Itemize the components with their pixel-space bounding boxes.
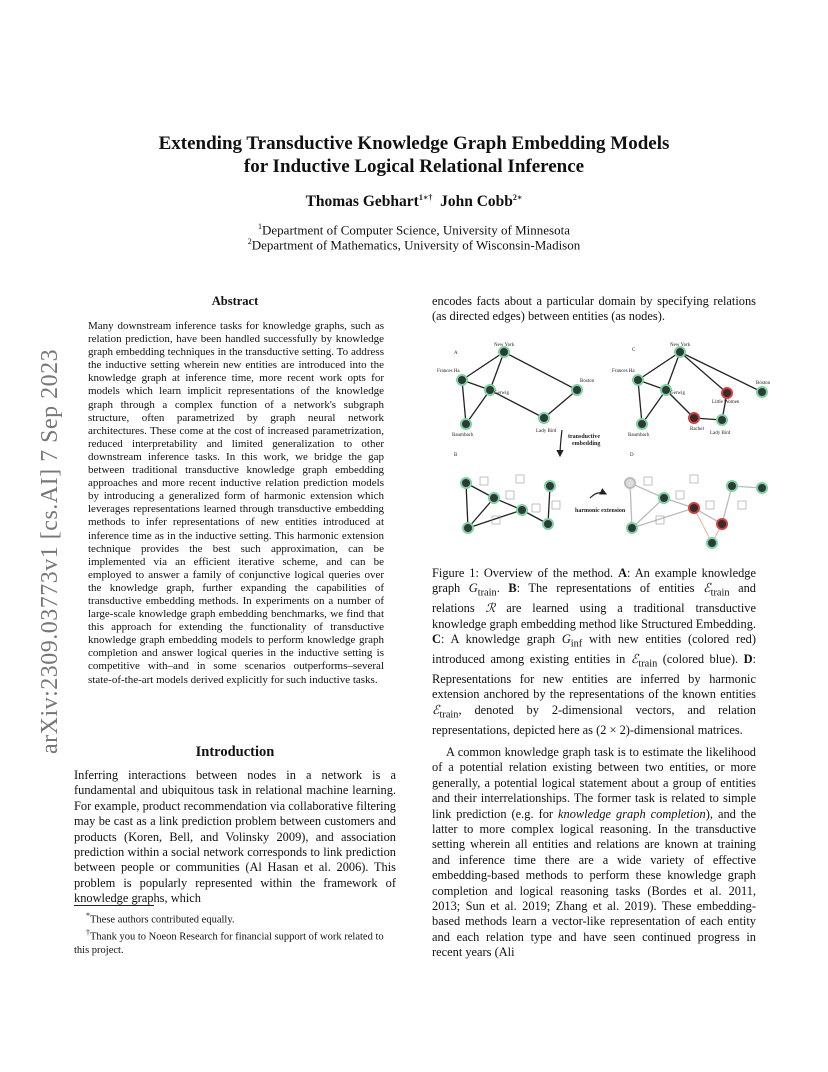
caption-e-train-3-sub: train [439, 709, 459, 721]
caption-e-train-2-sub: train [638, 658, 658, 670]
node-baumbach-a: Baumbach [452, 433, 474, 438]
footnote-2-mark: † [86, 928, 90, 938]
introduction-body: Inferring interactions between nodes in a network is a fundamental and ubiquitous task in relational machine learning. For example, product recommendation via collaborative filtering may be cast as a link prediction problem between customers and products (Koren, Bell, and Volinsky 2009), and association prediction within a social network corresponds to link prediction between people or communities (Al Hasan et al. 2006). This problem is popularly represented within the framework of knowledge graphs, which [74, 768, 396, 906]
caption-figure-number: Figure 1: [432, 566, 479, 580]
node-frances-ha-c: Frances Ha [612, 369, 635, 374]
caption-text-10: : Representations for new entities are inferred by harmonic extension anchored by the representations of the known entities [432, 651, 756, 702]
panel-a-label: A [454, 351, 458, 356]
author-1-marks: 1∗† [418, 193, 433, 202]
footnote-1 [74, 910, 396, 927]
affiliation-2-mark: 2 [247, 237, 252, 246]
author-2: John Cobb [440, 193, 513, 211]
panel-a-nodes [457, 347, 582, 429]
caption-label-b: B [508, 581, 517, 596]
caption-text-2: : An example knowledge graph [432, 566, 756, 596]
panel-d-nodes [625, 478, 767, 548]
caption-e-train: ℰ [703, 581, 711, 596]
footnote-1-mark: * [86, 911, 90, 920]
transductive-arrow-icon [560, 430, 562, 456]
panel-c-edges [638, 352, 762, 424]
caption-label-d: D [743, 651, 753, 666]
arxiv-identifier: arXiv:2309.03773v1 [cs.AI] 7 Sep 2023 [37, 348, 63, 754]
author-1: Thomas Gebhart [305, 193, 419, 211]
node-frances-ha-a: Frances Ha [437, 369, 460, 374]
title-line-1: Extending Transductive Knowledge Graph Embedding Models [158, 133, 670, 154]
panel-c-nodes [633, 347, 767, 429]
node-lady-bird-a: Lady Bird [536, 429, 557, 434]
caption-g-train: G [468, 581, 478, 596]
node-new-york-c: New York [670, 343, 691, 348]
caption-text-9: (colored blue). [657, 651, 744, 666]
caption-label-c: C [432, 632, 441, 647]
right-body-emphasis: knowledge graph completion [558, 806, 706, 821]
abstract-body: Many downstream inference tasks for knowledge graphs, such as relation prediction, have been handled successfully by knowledge graph embedding techniques in the transductive setting. To address the inductive setting wherein new entities are introduced into the knowledge graph at inference time, more recent work opts for models which learn implicit representations of the knowledge graph through a complex function of a network's subgraph structure, often parametrized by graph neural network architectures. These come at the cost of increased parametrization, reduced interpretability and limited generalization to other downstream inference tasks. In this work, we bridge the gap between traditional transductive knowledge graph embedding approaches and more recent inductive relation prediction models by introducing a generalized form of harmonic extension which leverages representations learned through transductive embedding methods to infer representations of new entities introduced at inference time as in the inductive setting. This harmonic extension technique provides the best such approximation, can be implemented via an efficient iterative scheme, and can be employed to answer a family of conjunctive logical queries over the knowledge graph, further expanding the capabilities of transductive embedding methods. In experiments on a number of large-scale knowledge graph embedding benchmarks, we find that this approach for extending the functionality of transductive knowledge graph embedding models to perform knowledge graph completion and answer logical queries in the inductive setting is competitive with–and in some scenarios outperforms–several state-of-the-art models derived explicitly for such inductive tasks. [88, 320, 384, 686]
affiliation-1-text: Department of Computer Science, University of Minnesota [262, 222, 570, 238]
footnotes [74, 910, 396, 957]
figure-caption [432, 566, 756, 738]
right-body-text-2: ), and the latter to more complex logical reasoning. In the transductive setting wherein all entities and relations are known at training and inference time there are a wide variety of effective embedding-based methods to perform these knowledge graph completion and logical reasoning tasks (Bordes et al. 2011, 2013; Sun et al. 2019; Zhang et al. 2019). These embedding-based methods learn a vector-like representation of each entity and each relation type and have seen continued progress in recent years (Ali [432, 806, 756, 960]
caption-e-train-2: ℰ [630, 651, 639, 666]
paper-title [100, 132, 728, 178]
affiliation-2 [100, 234, 728, 253]
node-boston-a: Boston [580, 379, 595, 384]
caption-e-train-3: ℰ [432, 702, 440, 717]
method-overview-figure [432, 338, 780, 556]
harmonic-extension-label: harmonic extension [575, 508, 626, 514]
node-lady-bird-c: Lady Bird [710, 431, 731, 436]
transductive-label-line-1: transductive [568, 434, 600, 440]
footnote-2 [74, 927, 396, 957]
node-new-york-a: New York [494, 343, 515, 348]
caption-g-inf-sub: inf [570, 638, 583, 650]
title-line-2: for Inductive Logical Relational Inference [243, 156, 585, 177]
authors [100, 192, 728, 211]
caption-text-4: : The representations of entities [516, 581, 704, 596]
node-gerwig-c: Gerwig [670, 391, 685, 396]
caption-text-8: with new entities (colored red) introduced among existing entities in [432, 632, 756, 666]
harmonic-arrow-icon [590, 493, 606, 498]
caption-g-inf: G [561, 632, 571, 647]
caption-e-train-sub: train [710, 587, 730, 599]
right-body-text-1: A common knowledge graph task is to estimate the likelihood of a potential relation existing between two entities, or more generally, a potential logical statement about a group of entities and their interrelationships. The former task is related to simple link prediction (e.g. for [432, 745, 756, 821]
node-baumbach-c: Baumbach [628, 433, 650, 438]
footnote-2-text: Thank you to Noeon Research for financial support of work related to this project. [74, 931, 384, 956]
panel-d-label: D [630, 453, 634, 458]
introduction-heading: Introduction [195, 744, 275, 760]
node-little-women-c: Little Women [712, 400, 740, 405]
node-gerwig-a: Gerwig [494, 391, 509, 396]
caption-g-train-sub: train [477, 587, 497, 599]
panel-a-edges [462, 352, 577, 424]
caption-text-1: Overview of the method. [478, 566, 619, 580]
abstract-heading: Abstract [211, 294, 259, 308]
affiliation-2-text: Department of Mathematics, University of Wisconsin-Madison [251, 237, 581, 253]
caption-r: ℛ [485, 601, 496, 616]
panel-b-nodes [461, 478, 555, 533]
node-boston-c: Boston [756, 381, 771, 386]
right-column-intro-continuation: encodes facts about a particular domain by specifying relations (as directed edges) between entities (as nodes). [432, 294, 756, 324]
panel-c-label: C [632, 348, 636, 353]
transductive-label-line-2: embedding [572, 441, 601, 447]
caption-label-a: A [618, 566, 628, 580]
author-2-marks: 2∗ [512, 193, 523, 202]
node-rachel-c: Rachel [690, 427, 704, 432]
caption-text-5: and relations [432, 581, 756, 616]
panel-b-label: B [454, 453, 458, 458]
right-column-body [432, 745, 756, 961]
panel-b-edges [466, 483, 550, 528]
affiliation-1-mark: 1 [258, 222, 263, 231]
caption-text-6: are learned using a traditional transductive knowledge graph embedding method like Structured Embedding. [432, 601, 757, 631]
caption-text-7: : A knowledge graph [440, 632, 562, 647]
caption-text-11: , denoted by 2-dimensional vectors, and relation representations, depicted here as (2 × 2)-dimensional matrices. [432, 702, 756, 737]
caption-text-3: . [496, 581, 509, 596]
footnote-rule [74, 905, 154, 906]
footnote-1-text: These authors contributed equally. [90, 914, 235, 926]
